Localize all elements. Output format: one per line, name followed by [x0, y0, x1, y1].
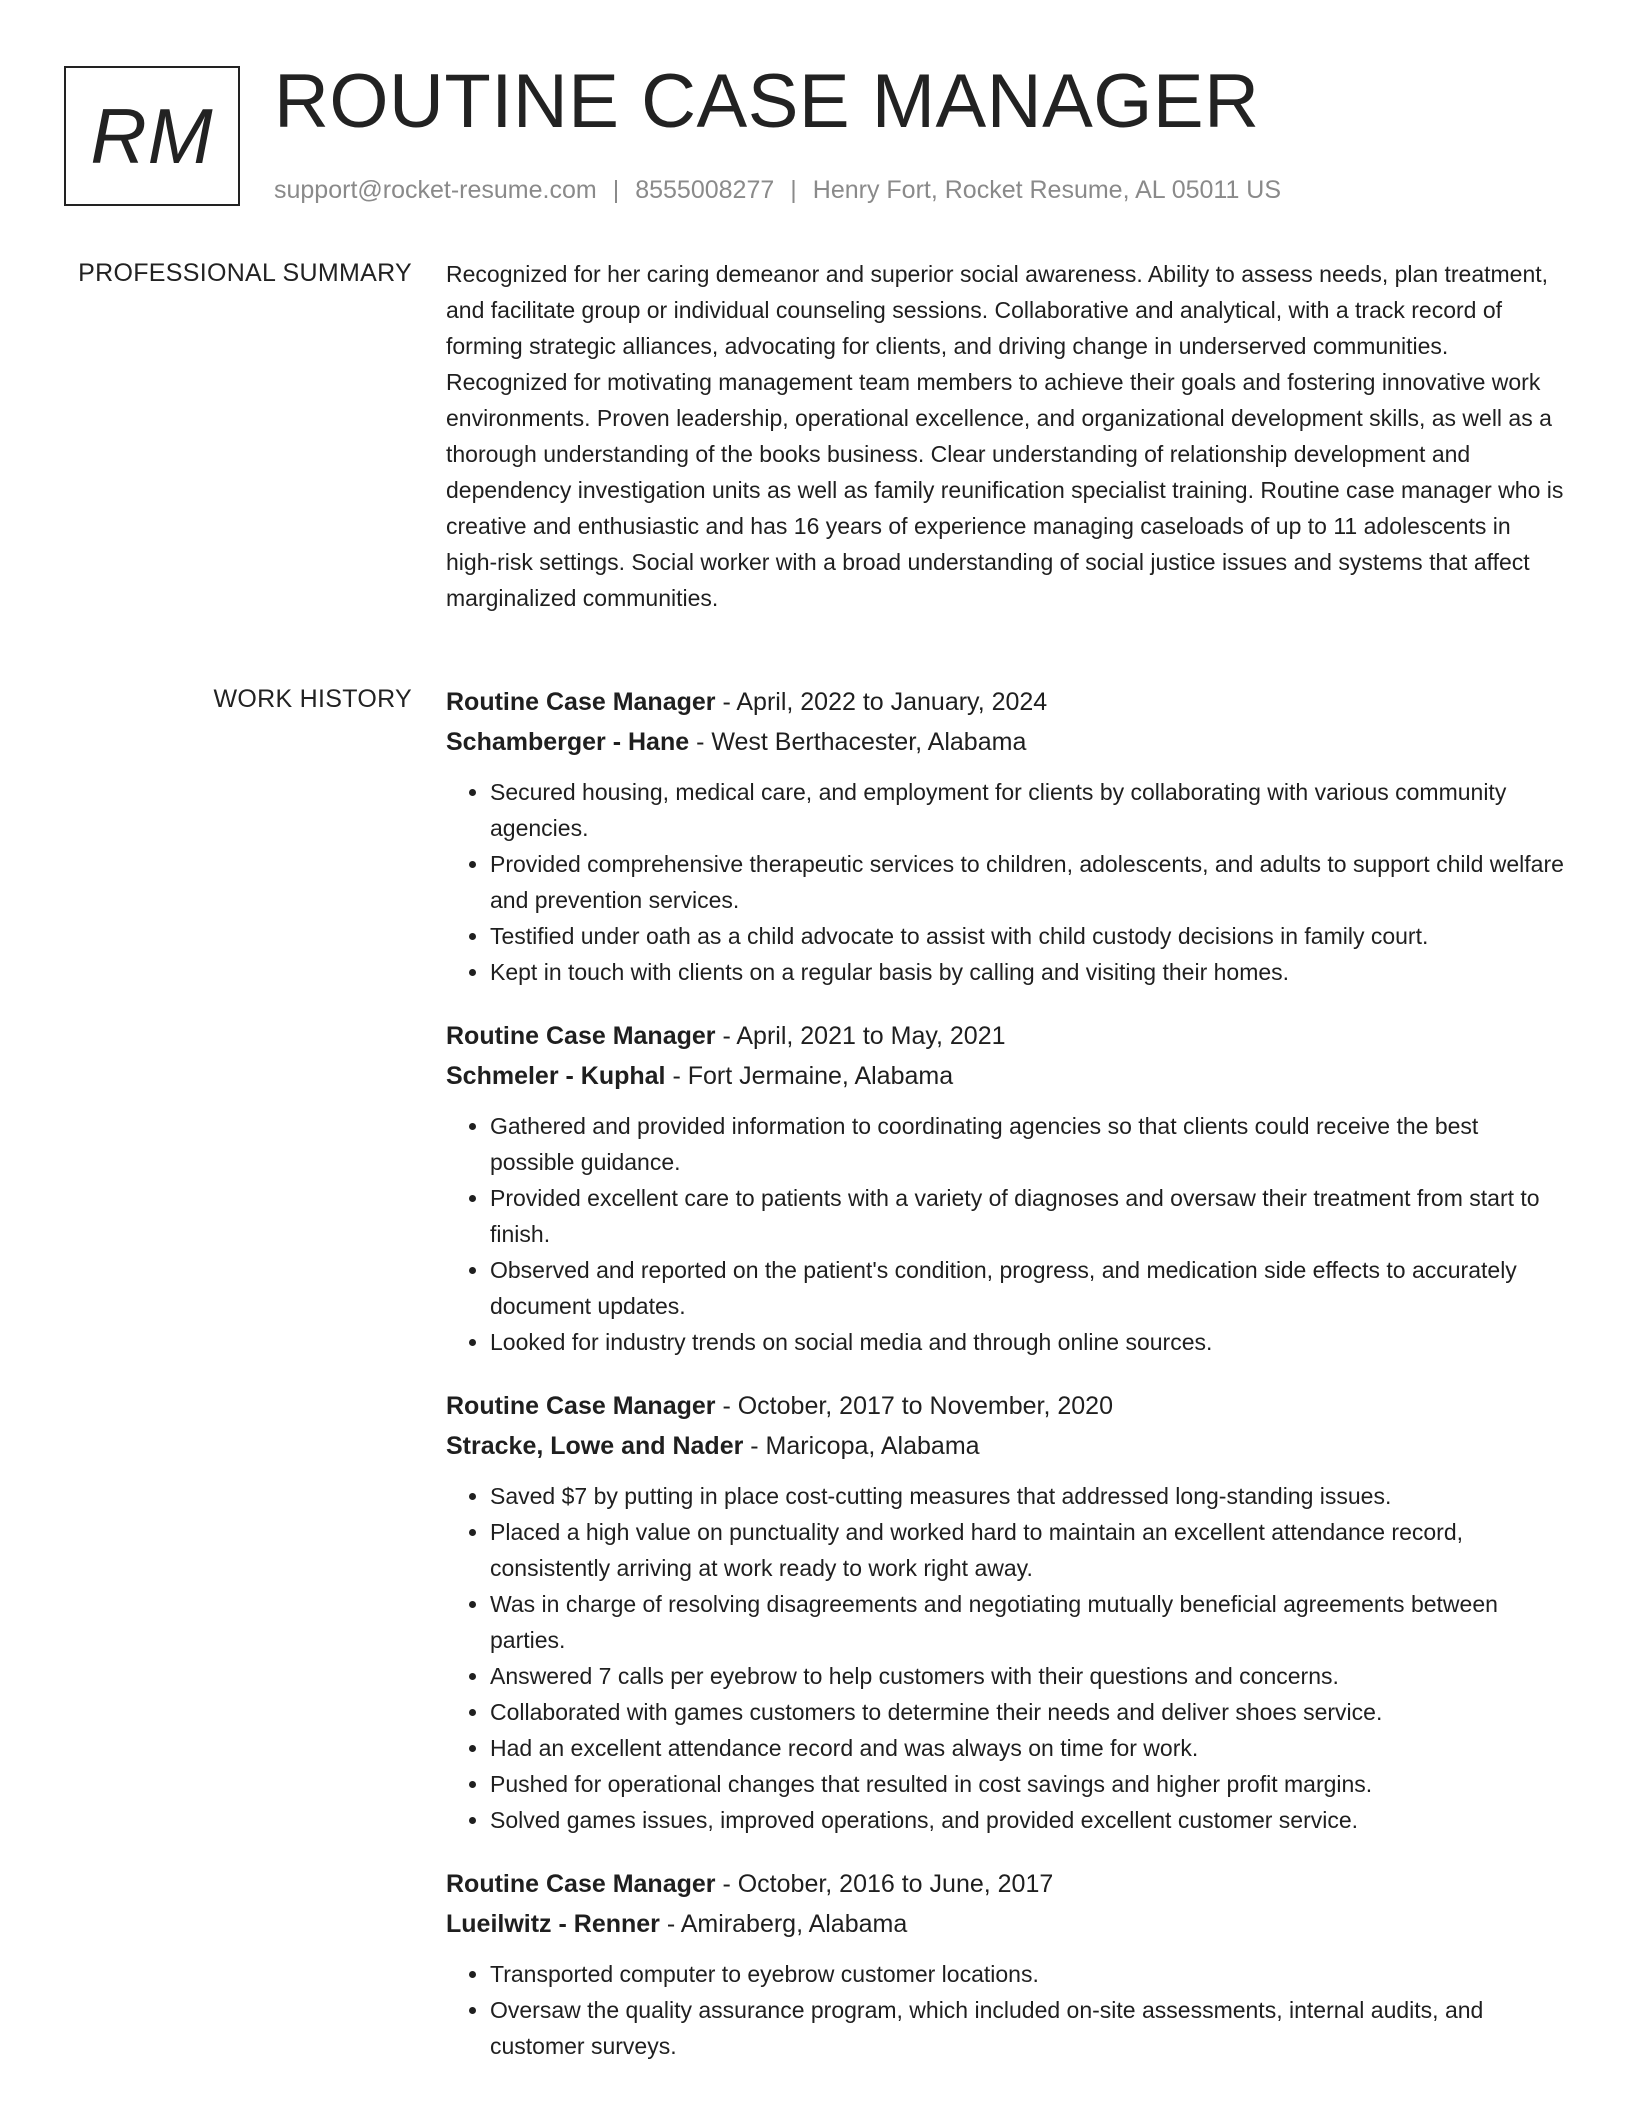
job-company: Lueilwitz - Renner [446, 1910, 660, 1938]
job-company: Schamberger - Hane [446, 728, 690, 756]
job-location: - Amiraberg, Alabama [666, 1910, 908, 1938]
job-location: - Fort Jermaine, Alabama [672, 1062, 954, 1090]
job-title: Routine Case Manager [446, 1022, 716, 1050]
job-location: - Maricopa, Alabama [750, 1432, 980, 1460]
job-company-line [446, 722, 1564, 762]
contact-phone[interactable]: 8555008277 [635, 176, 775, 204]
job-location: - West Berthacester, Alabama [696, 728, 1027, 756]
job-company-line [446, 1904, 1564, 1944]
job-bullet: • Observed and reported on the patient's condition, progress, and medication side effects to accurately document updates. [490, 1252, 1564, 1324]
job-bullet: • Secured housing, medical care, and employment for clients by collaborating with various community agencies. [490, 774, 1564, 846]
job-bullet: • Gathered and provided information to coordinating agencies so that clients could receive the best possible guidance. [490, 1108, 1564, 1180]
job-bullet: • Provided comprehensive therapeutic services to children, adolescents, and adults to support child welfare and prevention services. [490, 846, 1564, 918]
job-bullet: • Testified under oath as a child advocate to assist with child custody decisions in family court. [490, 918, 1564, 954]
job-title-line [446, 1016, 1564, 1056]
contact-separator: | [790, 176, 797, 204]
job-bullet-list [446, 1478, 1564, 1838]
job-bullet: • Was in charge of resolving disagreements and negotiating mutually beneficial agreements between parties. [490, 1586, 1564, 1658]
job-entry [446, 1864, 1564, 2064]
job-entry [446, 1016, 1564, 1360]
job-title: Routine Case Manager [446, 1392, 716, 1420]
contact-separator: | [612, 176, 620, 204]
job-dates: - April, 2021 to May, 2021 [722, 1022, 1006, 1050]
job-title-line [446, 682, 1564, 722]
contact-line [274, 174, 1281, 206]
page-title: ROUTINE CASE MANAGER [274, 59, 1260, 144]
monogram-logo: RM [64, 66, 240, 206]
job-bullet: • Collaborated with games customers to determine their needs and deliver shoes service. [490, 1694, 1564, 1730]
job-bullet: • Answered 7 calls per eyebrow to help customers with their questions and concerns. [490, 1658, 1564, 1694]
contact-address: Henry Fort, Rocket Resume, AL 05011 US [812, 176, 1282, 204]
contact-email[interactable]: support@rocket-resume.com [274, 176, 597, 204]
job-company-line [446, 1426, 1564, 1466]
summary-text: Recognized for her caring demeanor and superior social awareness. Ability to assess needs, plan treatment, and facilitate group or individual counseling sessions. Collaborative and analytical, with a track record of forming strategic alliances, advocating for clients, and driving change in underserved communities. Recognized for motivating management team members to achieve their goals and fostering innovative work environments. Proven leadership, operational excellence, and organizational development skills, as well as a thorough understanding of the books business. Clear understanding of relationship development and dependency investigation units as well as family reunification specialist training. Routine case manager who is creative and enthusiastic and has 16 years of experience managing caseloads of up to 11 adolescents in high-risk settings. Social worker with a broad understanding of social justice issues and systems that affect marginalized communities. [446, 261, 1564, 611]
job-bullet: • Saved $7 by putting in place cost-cutting measures that addressed long-standing issues. [490, 1478, 1564, 1514]
work-history-body [446, 682, 1564, 2090]
job-bullet: • Kept in touch with clients on a regular basis by calling and visiting their homes. [490, 954, 1564, 990]
job-dates: - October, 2017 to November, 2020 [722, 1392, 1113, 1420]
summary-heading: PROFESSIONAL SUMMARY [78, 259, 412, 287]
job-company-line [446, 1056, 1564, 1096]
job-bullet: • Looked for industry trends on social media and through online sources. [490, 1324, 1564, 1360]
job-dates: - April, 2022 to January, 2024 [722, 688, 1048, 716]
job-bullet-list [446, 1956, 1564, 2064]
job-entry [446, 682, 1564, 990]
job-bullet: • Provided excellent care to patients with a variety of diagnoses and oversaw their treatment from start to finish. [490, 1180, 1564, 1252]
job-bullet: • Solved games issues, improved operations, and provided excellent customer service. [490, 1802, 1564, 1838]
job-bullet-list [446, 774, 1564, 990]
job-bullet-list [446, 1108, 1564, 1360]
job-company: Stracke, Lowe and Nader [446, 1432, 744, 1460]
job-bullet: • Had an excellent attendance record and was always on time for work. [490, 1730, 1564, 1766]
job-title-line [446, 1864, 1564, 1904]
job-bullet: • Pushed for operational changes that resulted in cost savings and higher profit margins. [490, 1766, 1564, 1802]
job-bullet: • Placed a high value on punctuality and worked hard to maintain an excellent attendance record, consistently arriving at work ready to work right away. [490, 1514, 1564, 1586]
work-history-heading: WORK HISTORY [213, 685, 412, 713]
job-bullet: • Transported computer to eyebrow customer locations. [490, 1956, 1564, 1992]
job-title-line [446, 1386, 1564, 1426]
job-bullet: • Oversaw the quality assurance program, which included on-site assessments, internal audits, and customer surveys. [490, 1992, 1564, 2064]
job-company: Schmeler - Kuphal [446, 1062, 666, 1090]
job-entry [446, 1386, 1564, 1838]
job-title: Routine Case Manager [446, 1870, 716, 1898]
job-title: Routine Case Manager [446, 688, 716, 716]
summary-body [446, 256, 1564, 616]
job-dates: - October, 2016 to June, 2017 [722, 1870, 1054, 1898]
